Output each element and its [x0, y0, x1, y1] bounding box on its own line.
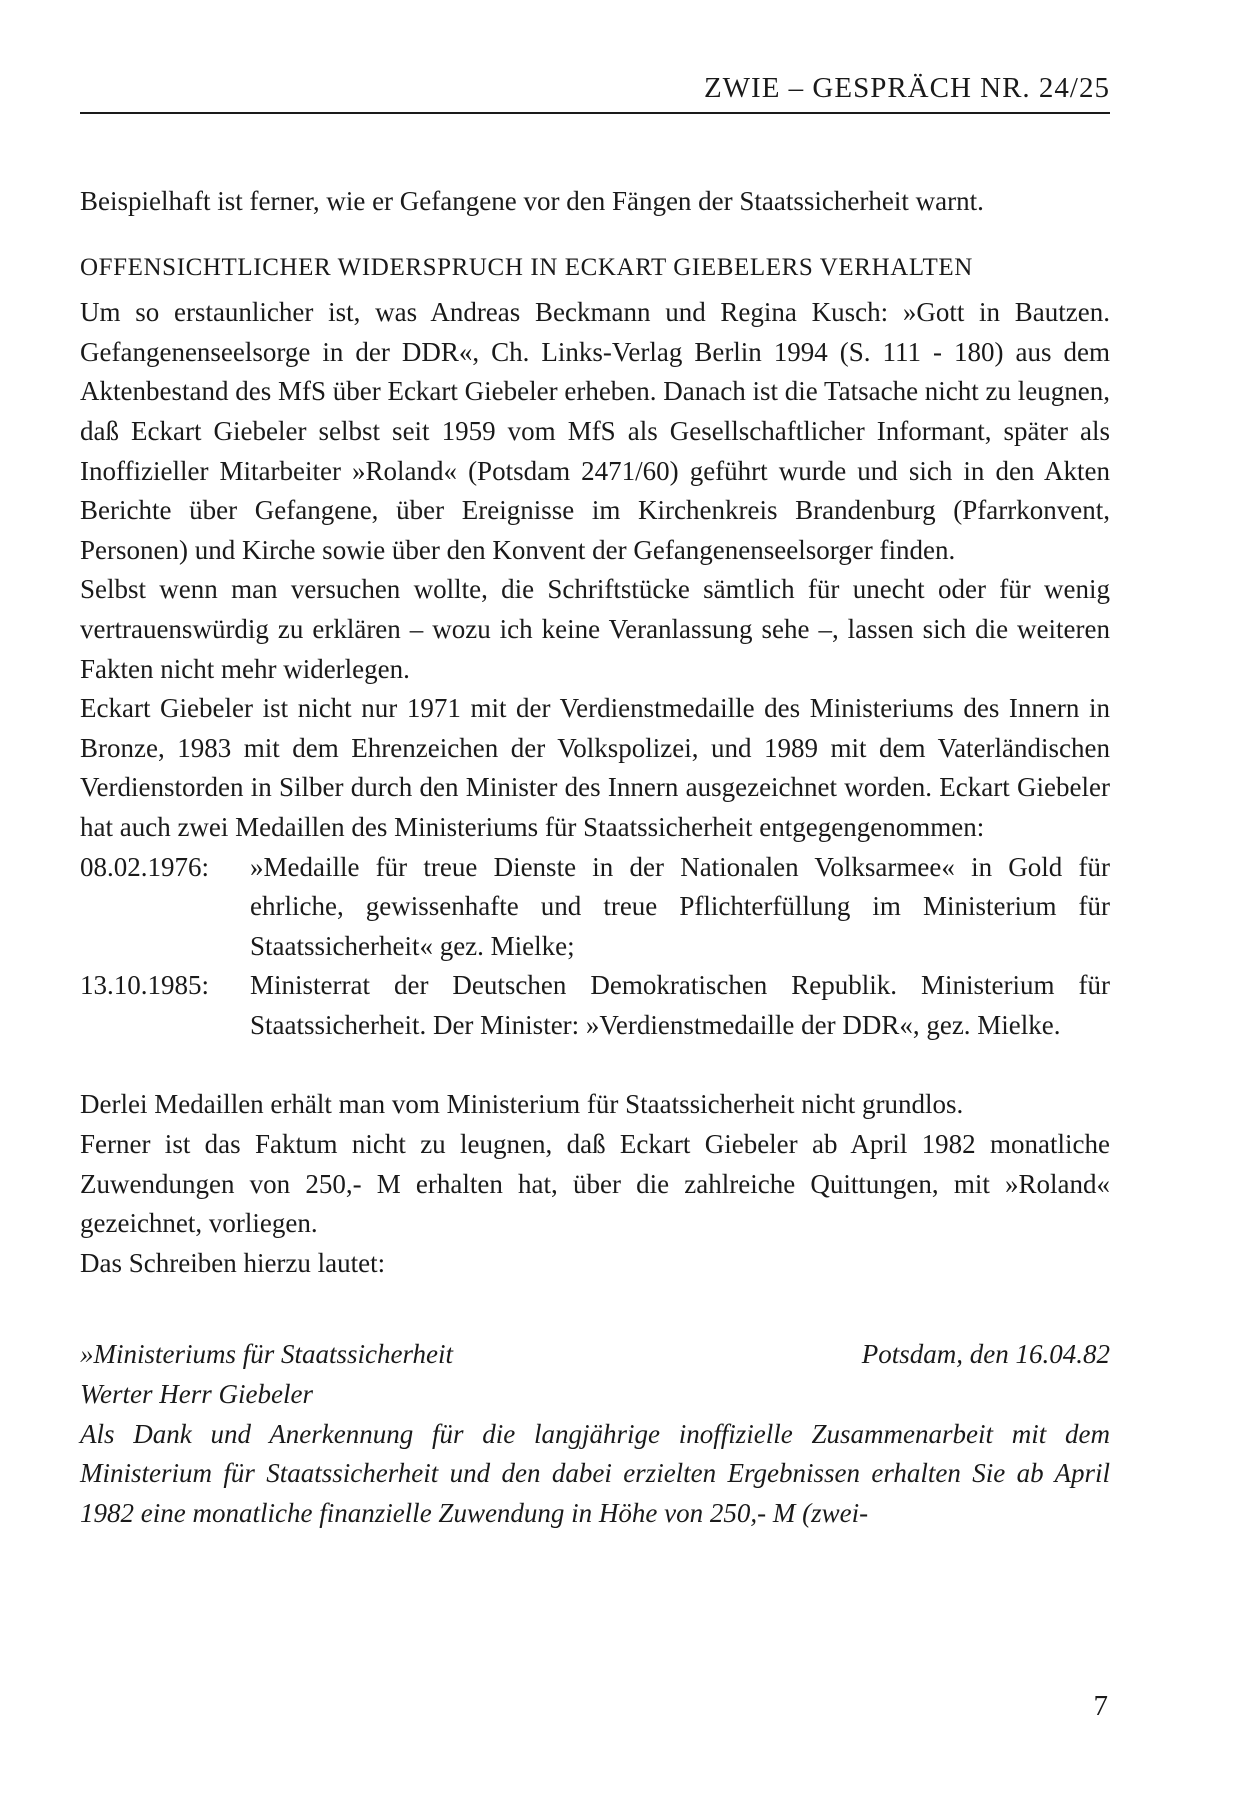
- paragraph-medaillen: Derlei Medaillen erhält man vom Ministerium für Staatssicherheit nicht grundlos.: [80, 1089, 964, 1120]
- letter-header: [80, 1335, 1110, 1375]
- medal-entry: [80, 848, 1110, 967]
- header-rule: [80, 112, 1110, 114]
- paragraph-schreiben: Das Schreiben hierzu lautet:: [80, 1247, 386, 1278]
- medal-description: »Medaille für treue Dienste in der Nationalen Volksarmee« in Gold für ehrliche, gewissenhafte und treue Pflichterfüllung im Ministerium für Staatssicherheit« gez. Mielke;: [250, 851, 1110, 961]
- paragraph-auszeichnungen: Eckart Giebeler ist nicht nur 1971 mit der Verdienstmedaille des Ministeriums des Innern in Bronze, 1983 mit dem Ehrenzeichen der Volkspolizei, und 1989 mit dem Vaterländischen Verdienstorden in Silber durch den Minister des Innern ausgezeichnet worden. Eckart Giebeler hat auch zwei Medaillen des Ministeriums für Staatssicherheit entgegengenommen:: [80, 693, 1110, 842]
- medal-description: Ministerrat der Deutschen Demokratischen Republik. Ministerium für Staatssicherheit. Der Minister: »Verdienstmedaille der DDR«, gez. Mielke.: [250, 970, 1110, 1040]
- paragraph-schriftstuecke: Selbst wenn man versuchen wollte, die Schriftstücke sämtlich für unecht oder für wenig vertrauenswürdig zu erklären – wozu ich keine Veranlassung sehe –, lassen sich die weiteren Fakten nicht mehr widerlegen.: [80, 574, 1110, 684]
- section-heading: OFFENSICHTLICHER WIDERSPRUCH IN ECKART GIEBELERS VERHALTEN: [80, 253, 973, 281]
- quoted-letter: [80, 1335, 1110, 1533]
- letter-salutation: Werter Herr Giebeler: [80, 1379, 313, 1410]
- letter-sender: »Ministeriums für Staatssicherheit: [80, 1339, 454, 1370]
- letter-place-date: Potsdam, den 16.04.82: [861, 1339, 1110, 1370]
- medal-date: 13.10.1985:: [80, 970, 210, 1001]
- medal-entry: [80, 966, 1110, 1045]
- medal-date: 08.02.1976:: [80, 851, 210, 882]
- running-header: ZWIE – GESPRÄCH NR. 24/25: [703, 72, 1110, 104]
- letter-body: Als Dank und Anerkennung für die langjährige inoffizielle Zusammenarbeit mit dem Ministerium für Staatssicherheit und den dabei erzielten Ergebnissen erhalten Sie ab April 1982 eine monatliche finanzielle Zuwendung in Höhe von 250,- M (zwei-: [80, 1418, 1110, 1528]
- page-number: 7: [1093, 1690, 1108, 1722]
- intro-paragraph: Beispielhaft ist ferner, wie er Gefangene vor den Fängen der Staatssicherheit warnt.: [80, 186, 984, 216]
- paragraph-zuwendungen: Ferner ist das Faktum nicht zu leugnen, daß Eckart Giebeler ab April 1982 monatliche Zuwendungen von 250,- M erhalten hat, über die zahlreiche Quittungen, mit »Roland« gezeichnet, vorliegen.: [80, 1129, 1110, 1239]
- paragraph-beckmann-kusch: Um so erstaunlicher ist, was Andreas Beckmann und Regina Kusch: »Gott in Bautzen. Gefangenenseelsorge in der DDR«, Ch. Links-Verlag Berlin 1994 (S. 111 - 180) aus dem Aktenbestand des MfS über Eckart Giebeler erheben. Danach ist die Tatsache nicht zu leugnen, daß Eckart Giebeler selbst seit 1959 vom MfS als Gesellschaftlicher Informant, später als Inoffizieller Mitarbeiter »Roland« (Potsdam 2471/60) geführt wurde und sich in den Akten Berichte über Gefangene, über Ereignisse im Kirchenkreis Brandenburg (Pfarrkonvent, Personen) und Kirche sowie über den Konvent der Gefangenenseelsorger finden.: [80, 297, 1110, 565]
- page-content: [80, 182, 1110, 1533]
